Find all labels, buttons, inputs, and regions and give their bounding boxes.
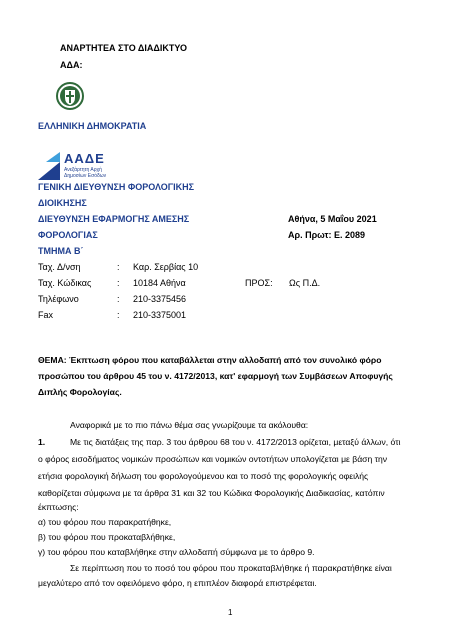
- paragraph-1-line-3: ετήσια φορολογική δήλωση του φορολογούμενου και το ποσό της φορολογικής οφειλής: [38, 471, 369, 481]
- issuer-line-4: ΦΟΡΟΛΟΓΙΑΣ: [38, 230, 98, 240]
- aade-logo-line2: Δημοσίων Εσόδων: [64, 173, 107, 179]
- aade-logo-icon: [38, 152, 60, 180]
- document-date: Αθήνα, 5 Μαΐου 2021: [288, 214, 377, 224]
- contact-separator: :: [117, 294, 120, 304]
- paragraph-2-line-2: μεγαλύτερο από τον οφειλόμενο φόρο, η επιπλέον διαφορά επιστρέφεται.: [38, 578, 317, 588]
- contact-value: Καρ. Σερβίας 10: [133, 262, 199, 272]
- paragraph-1-line-4: καθορίζεται σύμφωνα με τα άρθρα 31 και 32 του Κώδικα Φορολογικής Διαδικασίας, κατόπιν: [38, 488, 385, 498]
- contact-value: 210-3375456: [133, 294, 187, 304]
- paragraph-1-line-5: έκπτωσης:: [38, 502, 79, 512]
- list-item-c: γ) του φόρου που καταβλήθηκε στην αλλοδαπή σύμφωνα με το άρθρο 9.: [38, 547, 315, 557]
- page-number: 1: [228, 608, 233, 617]
- recipient-value: Ως Π.Δ.: [289, 278, 321, 288]
- issuer-line-2: ΔΙΟΙΚΗΣΗΣ: [38, 198, 87, 208]
- contact-value: 210-3375001: [133, 310, 187, 320]
- subject-line-2: προσώπου του άρθρου 45 του ν. 4172/2013, κατ' εφαρμογή των Συμβάσεων Αποφυγής: [38, 371, 393, 381]
- paragraph-1-line-1: Με τις διατάξεις της παρ. 3 του άρθρου 68 του ν. 4172/2013 ορίζεται, μεταξύ άλλων, ότι: [70, 437, 401, 447]
- aade-acronym: ΑΑΔΕ: [64, 151, 105, 166]
- list-item-b: β) του φόρου που προκαταβλήθηκε,: [38, 532, 176, 542]
- contact-label: Ταχ. Δ/νση: [38, 262, 81, 272]
- contact-separator: :: [117, 310, 120, 320]
- issuer-line-5: ΤΜΗΜΑ Β΄: [38, 246, 84, 256]
- issuer-line-3: ΔΙΕΥΘΥΝΣΗ ΕΦΑΡΜΟΓΗΣ ΑΜΕΣΗΣ: [38, 214, 190, 224]
- contact-label: Fax: [38, 310, 54, 320]
- contact-value: 10184 Αθήνα: [133, 278, 186, 288]
- greek-emblem-icon: [56, 82, 84, 110]
- hellenic-republic-label: ΕΛΛΗΝΙΚΗ ΔΗΜΟΚΡΑΤΙΑ: [38, 121, 147, 131]
- subject-line-1: ΘΕΜΑ: Έκπτωση φόρου που καταβάλλεται στην αλλοδαπή από τον συνολικό φόρο: [38, 355, 382, 365]
- contact-label: Τηλέφωνο: [38, 294, 79, 304]
- issuer-line-1: ΓΕΝΙΚΗ ΔΙΕΥΘΥΝΣΗ ΦΟΡΟΛΟΓΙΚΗΣ: [38, 182, 195, 192]
- list-item-a: α) του φόρου που παρακρατήθηκε,: [38, 517, 172, 527]
- aade-logo-line1: Ανεξάρτητη Αρχή: [64, 167, 102, 173]
- paragraph-1-line-2: ο φόρος εισοδήματος νομικών προσώπων και νομικών οντοτήτων υπολογίζεται με βάση την: [38, 454, 388, 464]
- paragraph-2-line-1: Σε περίπτωση που το ποσό του φόρου που προκαταβλήθηκε ή παρακρατήθηκε είναι: [70, 563, 392, 573]
- paragraph-number: 1.: [38, 437, 46, 447]
- protocol-number: Αρ. Πρωτ: Ε. 2089: [288, 230, 366, 240]
- posted-online-heading: ΑΝΑΡΤΗΤΕΑ ΣΤΟ ΔΙΑΔΙΚΤΥΟ: [60, 43, 187, 53]
- subject-line-3: Διπλής Φορολογίας.: [38, 387, 122, 397]
- contact-label: Ταχ. Κώδικας: [38, 278, 92, 288]
- intro-paragraph: Αναφορικά με το πιο πάνω θέμα σας γνωρίζουμε τα ακόλουθα:: [70, 420, 309, 430]
- ada-label: ΑΔΑ:: [60, 60, 83, 70]
- contact-separator: :: [117, 278, 120, 288]
- contact-separator: :: [117, 262, 120, 272]
- recipient-label: ΠΡΟΣ:: [245, 278, 273, 288]
